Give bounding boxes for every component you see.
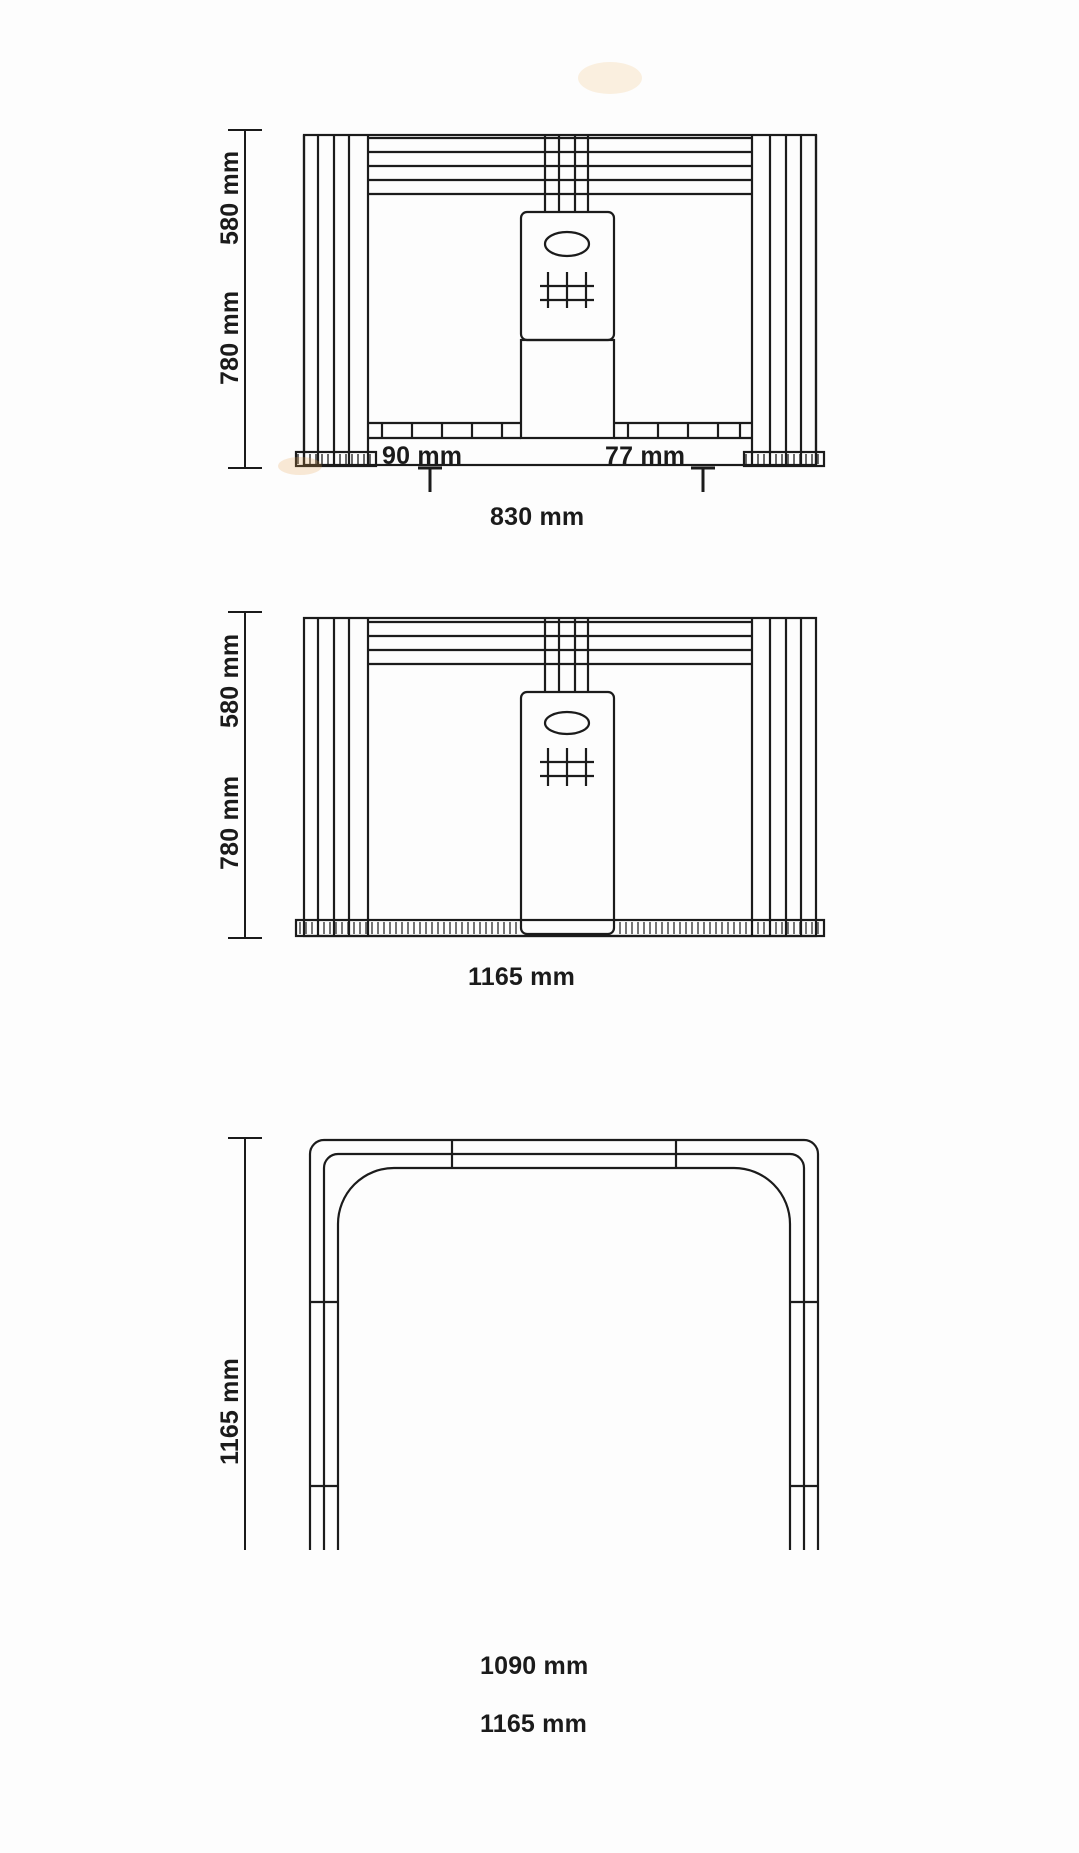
front-view: [0, 0, 1079, 531]
dim-top-depth-1165: 1165 mm: [216, 1357, 244, 1465]
side-view-graphic: [0, 580, 1079, 940]
dim-front-90: 90 mm: [382, 442, 463, 470]
dim-front-height-580: 580 mm: [216, 150, 244, 245]
dim-front-height-780: 780 mm: [216, 290, 244, 385]
front-view-graphic: [0, 0, 1079, 500]
top-view-graphic: [0, 1130, 1079, 1550]
dim-top-width-1165: 1165 mm: [480, 1710, 588, 1738]
side-view: [0, 580, 1079, 991]
dim-top-width-1090: 1090 mm: [480, 1652, 589, 1680]
dim-side-height-580: 580 mm: [216, 633, 244, 728]
dim-side-height-780: 780 mm: [216, 775, 244, 870]
dim-front-830: 830 mm: [490, 503, 585, 531]
dim-side-width-1165: 1165 mm: [468, 963, 576, 991]
dim-front-77: 77 mm: [605, 442, 686, 470]
top-view: [0, 1130, 1079, 1738]
